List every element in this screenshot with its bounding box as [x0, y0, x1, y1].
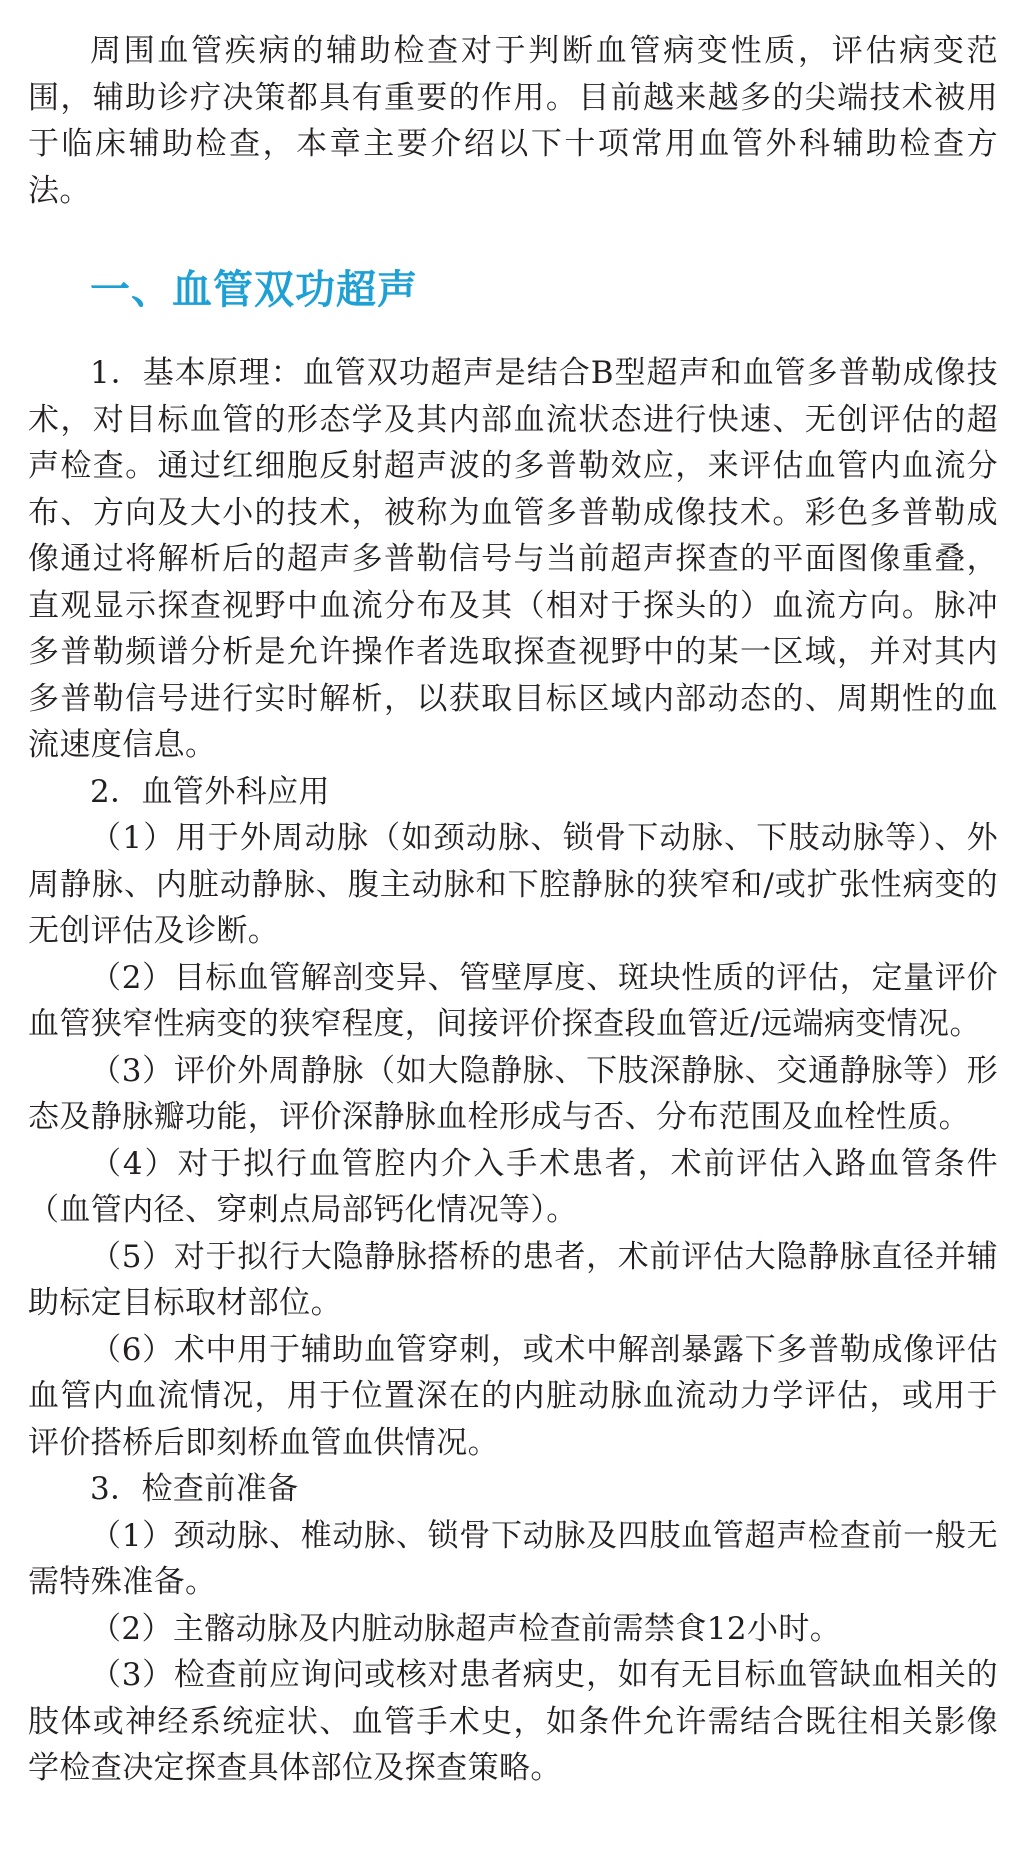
application-item-4: （4）对于拟行血管腔内介入手术患者，术前评估入路血管条件（血管内径、穿刺点局部钙化情况等）。 — [28, 1145, 998, 1228]
application-item-1: （1）用于外周动脉（如颈动脉、锁骨下动脉、下肢动脉等）、外周静脉、内脏动静脉、腹主动脉和下腔静脉的狭窄和/或扩张性病变的无创评估及诊断。 — [28, 820, 998, 949]
preparation-item-1: （1）颈动脉、椎动脉、锁骨下动脉及四肢血管超声检查前一般无需特殊准备。 — [28, 1517, 998, 1600]
application-item-3: （3）评价外周静脉（如大隐静脉、下肢深静脉、交通静脉等）形态及静脉瓣功能，评价深静脉血栓形成与否、分布范围及血栓性质。 — [28, 1052, 998, 1135]
application-item-6: （6）术中用于辅助血管穿刺，或术中解剖暴露下多普勒成像评估血管内血流情况，用于位置深在的内脏动脉血流动力学评估，或用于评价搭桥后即刻桥血管血供情况。 — [28, 1331, 998, 1461]
section-heading: 一、血管双功超声 — [90, 267, 418, 313]
intro-paragraph: 周围血管疾病的辅助检查对于判断血管病变性质，评估病变范围，辅助诊疗决策都具有重要的作用。目前越来越多的尖端技术被用于临床辅助检查，本章主要介绍以下十项常用血管外科辅助检查方法。 — [28, 33, 998, 209]
application-title: 2．血管外科应用 — [90, 773, 330, 810]
preparation-item-2: （2）主髂动脉及内脏动脉超声检查前需禁食12小时。 — [90, 1610, 842, 1647]
principle-paragraph: 1．基本原理：血管双功超声是结合B型超声和血管多普勒成像技术，对目标血管的形态学及其内部血流状态进行快速、无创评估的超声检查。通过红细胞反射超声波的多普勒效应，来评估血管内血流分布、方向及大小的技术，被称为血管多普勒成像技术。彩色多普勒成像通过将解析后的超声多普勒信号与当前超声探查的平面图像重叠，直观显示探查视野中血流分布及其（相对于探头的）血流方向。脉冲多普勒频谱分析是允许操作者选取探查视野中的某一区域，并对其内多普勒信号进行实时解析，以获取目标区域内部动态的、周期性的血流速度信息。 — [28, 355, 998, 763]
application-item-5: （5）对于拟行大隐静脉搭桥的患者，术前评估大隐静脉直径并辅助标定目标取材部位。 — [28, 1238, 998, 1321]
preparation-item-3: （3）检查前应询问或核对患者病史，如有无目标血管缺血相关的肢体或神经系统症状、血管手术史，如条件允许需结合既往相关影像学检查决定探查具体部位及探查策略。 — [28, 1657, 998, 1786]
application-item-2: （2）目标血管解剖变异、管壁厚度、斑块性质的评估，定量评价血管狭窄性病变的狭窄程度，间接评价探查段血管近/远端病变情况。 — [28, 959, 998, 1042]
preparation-title: 3．检查前准备 — [90, 1471, 299, 1507]
